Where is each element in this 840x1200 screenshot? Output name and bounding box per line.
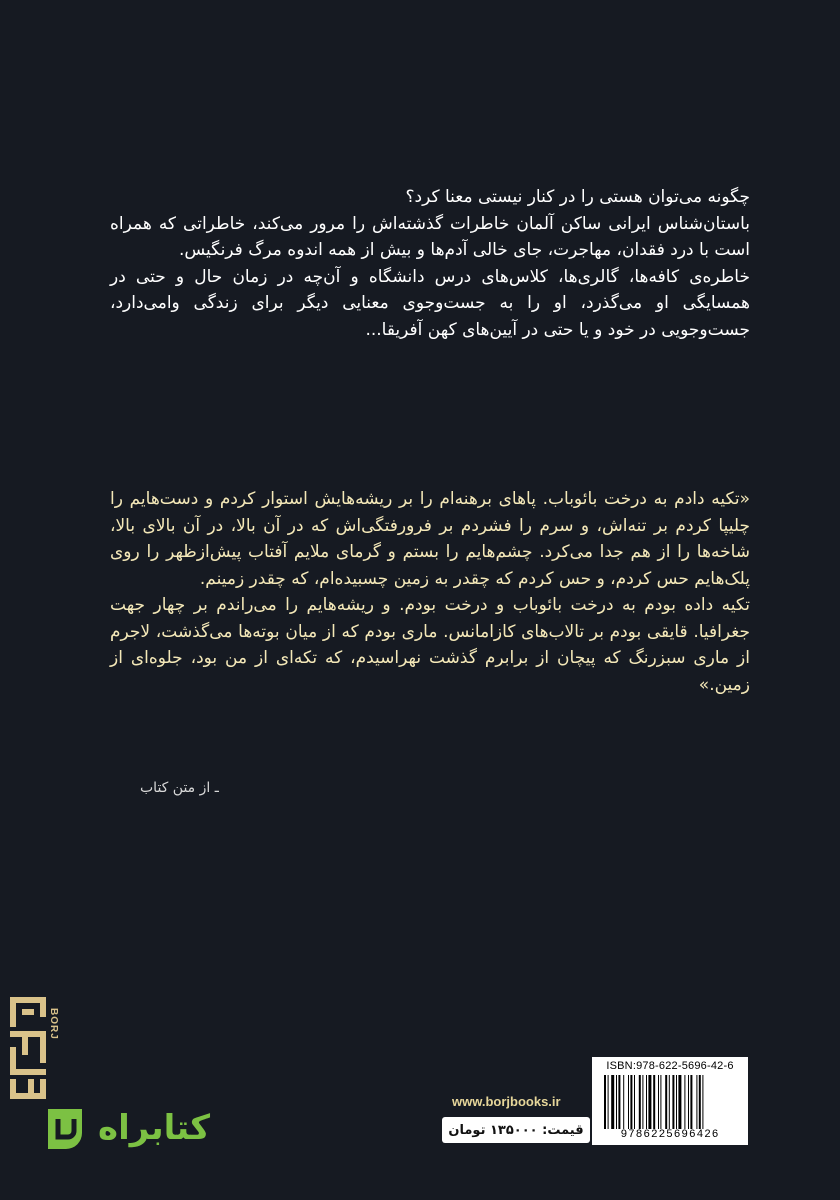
ketabrah-name: کتابراه	[98, 1108, 211, 1148]
excerpt-source: ـ از متن کتاب	[140, 780, 219, 796]
ketabrah-leaf-icon	[40, 1103, 90, 1153]
blurb-paragraph-2: خاطره‌ی کافه‌ها، گالری‌ها، کلاس‌های درس دانشگاه و آن‌چه در زمان حال و حتی در همسایگی او می‌گذرد، او را به جست‌وجوی معنایی دیگر برای زندگی وامی‌دارد، جست‌وجویی در خود و یا حتی در آیین‌های کهن آفریقا...	[110, 266, 750, 340]
excerpt-paragraph-1: «تکیه دادم به درخت بائوباب. پاهای برهنه‌ام را بر ریشه‌هایش استوار کردم و دست‌هایم را چلیپا کردم بر تنه‌اش، و سرم را فشردم بر فرورفتگی‌اش که در آن بالا، در آن بالای بالا، شاخه‌ها را از هم جدا می‌کرد. چشم‌هایم را بستم و گرمای ملایم آفتاب پیش‌ازظهر را روی پلک‌هایم حس کردم، و حس کردم که چقدر به زمین چسبیده‌ام، که چقدر زمینم.	[110, 489, 750, 589]
publisher-website: www.borjbooks.ir	[452, 1094, 561, 1109]
book-excerpt	[110, 486, 750, 698]
barcode-bars-icon	[602, 1075, 738, 1129]
isbn-barcode	[592, 1057, 748, 1145]
price-label	[442, 1117, 590, 1143]
barcode-digits: 9786225696426	[620, 1129, 720, 1141]
book-blurb	[110, 184, 750, 343]
excerpt-paragraph-2: تکیه داده بودم به درخت بائوباب و درخت بودم. و ریشه‌هایم را می‌راندم بر چهار جهت جغرافیا. قایقی بودم بر تالاب‌های کازامانس. ماری بودم که از میان بوته‌ها می‌گذشت، لاجرم از ماری سبزرنگ که پیچان از برابرم گذشت نهراسیدم، که تکه‌ای از من بود، جلوه‌ای از زمین.»	[110, 595, 750, 695]
price-text: قیمت: ۱۳۵۰۰۰ تومان	[448, 1122, 584, 1138]
ketabrah-logo	[40, 1100, 220, 1156]
blurb-paragraph-1: باستان‌شناس ایرانی ساکن آلمان خاطرات گذشته‌اش را مرور می‌کند، خاطراتی که همراه است با درد فقدان، مهاجرت، جای خالی آدم‌ها و بیش از همه اندوه مرگ فرنگیس.	[110, 213, 750, 260]
borj-publisher-logo-icon	[8, 995, 68, 1107]
blurb-question: چگونه می‌توان هستی را در کنار نیستی معنا کرد؟	[405, 187, 750, 207]
isbn-text: ISBN:978-622-5696-42-6	[606, 1060, 734, 1072]
borj-latin-name: BORJ	[48, 1008, 59, 1040]
